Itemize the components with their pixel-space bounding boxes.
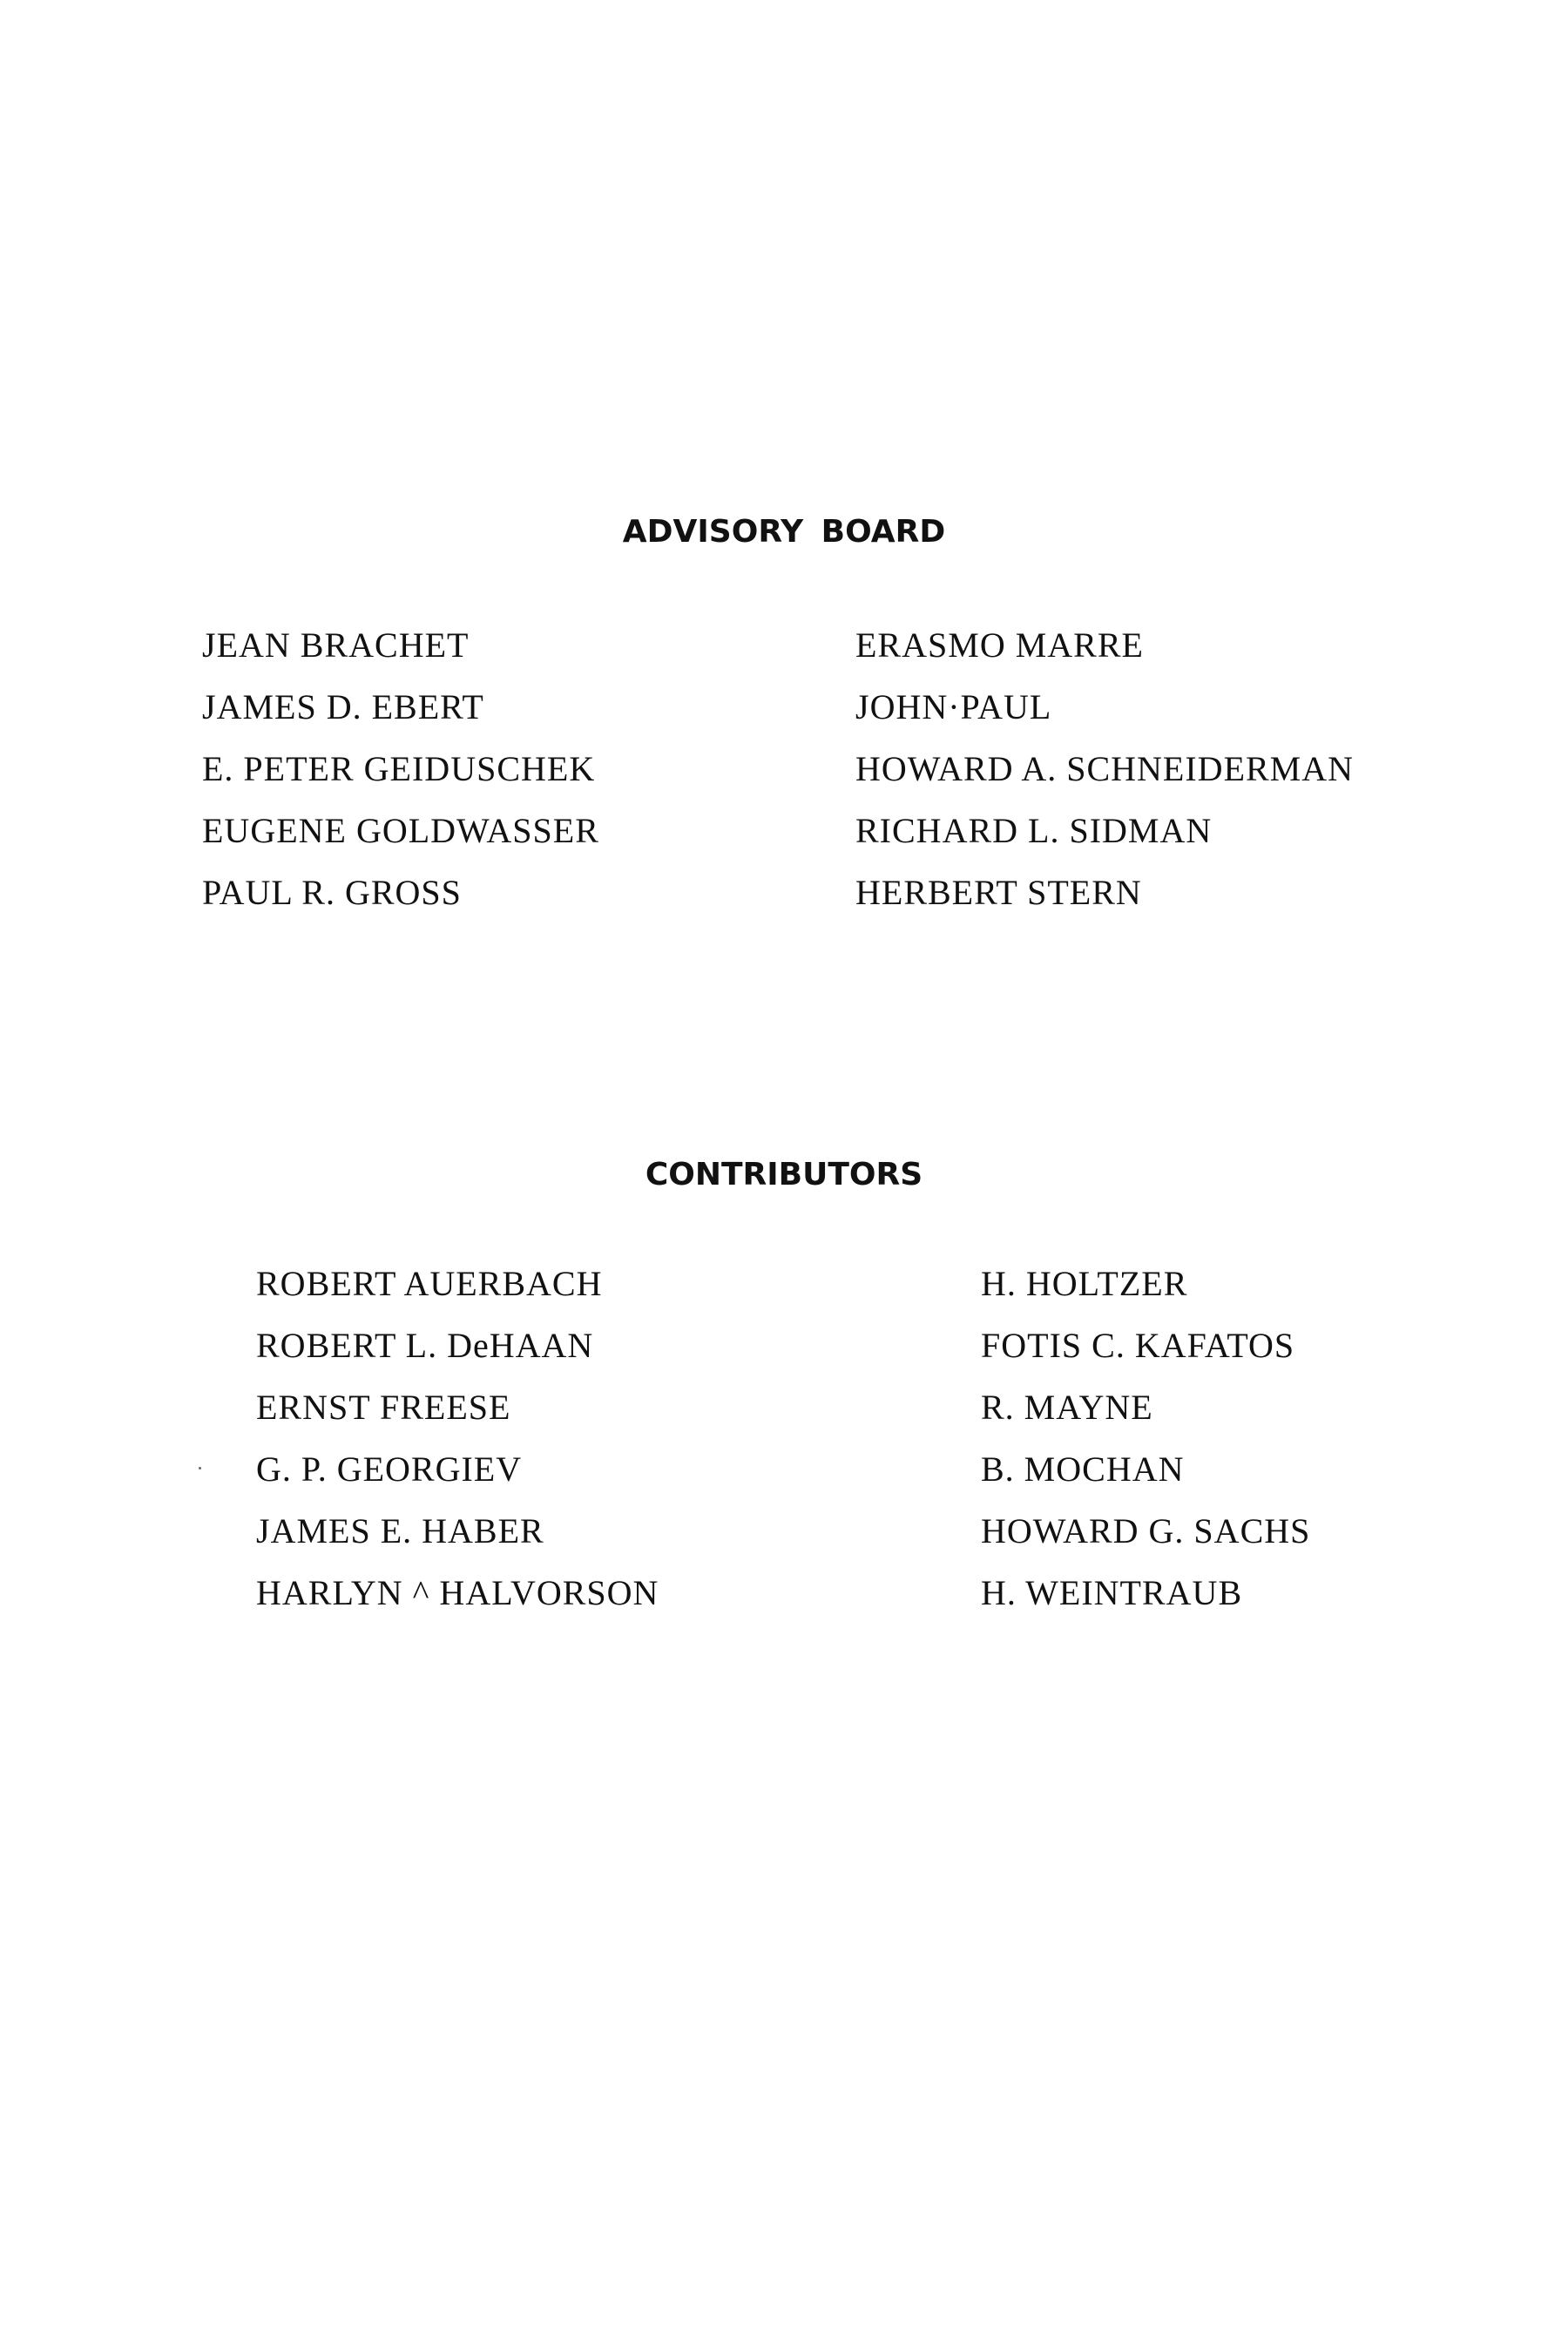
contributor: ERNST FREESE [256, 1388, 511, 1427]
advisory-member: E. PETER GEIDUSCHEK [202, 749, 596, 788]
contributor: H. WEINTRAUB [981, 1573, 1243, 1612]
contributors-left-column [256, 1253, 659, 1624]
contributor: ROBERT AUERBACH [256, 1264, 603, 1303]
contributor: B. MOCHAN [981, 1449, 1185, 1489]
contributor: FOTIS C. KAFATOS [981, 1326, 1295, 1365]
advisory-board-right-column [855, 614, 1354, 923]
contributor: ROBERT L. DeHAAN [256, 1326, 594, 1365]
advisory-member: EUGENE GOLDWASSER [202, 811, 599, 850]
contributor: R. MAYNE [981, 1388, 1153, 1427]
contributor: HOWARD G. SACHS [981, 1511, 1311, 1550]
stray-mark [199, 1467, 201, 1469]
advisory-member: PAUL R. GROSS [202, 873, 462, 912]
advisory-member: RICHARD L. SIDMAN [855, 811, 1213, 850]
advisory-member: JEAN BRACHET [202, 625, 470, 665]
contributors-right-column [981, 1253, 1310, 1624]
contributor: HARLYN ^ HALVORSON [256, 1573, 659, 1612]
contributor: G. P. GEORGIEV [256, 1449, 523, 1489]
advisory-member: ERASMO MARRE [855, 625, 1144, 665]
advisory-member: JAMES D. EBERT [202, 687, 484, 726]
contributors-heading: CONTRIBUTORS [645, 1157, 923, 1192]
advisory-member: JOHN·PAUL [855, 687, 1052, 726]
advisory-board-heading: ADVISORY BOARD [622, 514, 946, 550]
contributor: JAMES E. HABER [256, 1511, 544, 1550]
advisory-member: HOWARD A. SCHNEIDERMAN [855, 749, 1355, 788]
advisory-board-left-column [202, 614, 599, 923]
contributor: H. HOLTZER [981, 1264, 1188, 1303]
advisory-member: HERBERT STERN [855, 873, 1142, 912]
